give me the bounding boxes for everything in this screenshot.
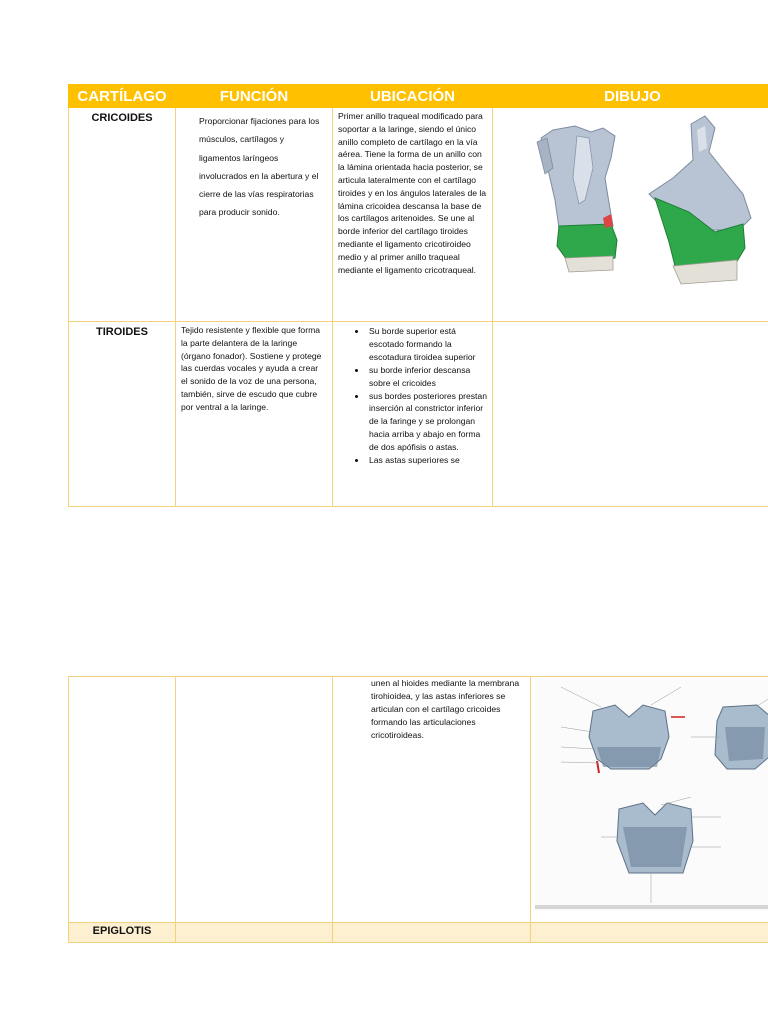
function-empty xyxy=(176,677,333,923)
cricoid-side-view xyxy=(649,116,751,284)
drawing-empty xyxy=(531,923,768,943)
cartilage-table xyxy=(68,84,768,507)
drawing-cell xyxy=(531,677,768,923)
table-row xyxy=(69,923,768,943)
header-cartilago: CARTÍLAGO xyxy=(69,85,176,108)
function-text: Proporcionar fijaciones para los músculos, cartílagos y ligamentos laríngeos involucrados en la abertura y el cierre de las vías respiratorias para producir sonido. xyxy=(176,108,333,322)
header-dibujo: DIBUJO xyxy=(493,85,768,108)
cartilage-name: TIROIDES xyxy=(69,322,176,507)
table-row xyxy=(69,108,768,322)
location-empty xyxy=(333,923,531,943)
list-item: • Su borde superior está escotado formando la escotadura tiroidea superior xyxy=(367,325,492,364)
list-item: • Las astas superiores se xyxy=(367,454,492,467)
function-empty xyxy=(176,923,333,943)
table-row xyxy=(69,322,768,507)
location-list xyxy=(333,325,492,467)
cartilage-name: EPIGLOTIS xyxy=(69,923,176,943)
cartilage-name-empty xyxy=(69,677,176,923)
drawing-cell-empty xyxy=(493,322,768,507)
table-header-row xyxy=(69,85,768,108)
list-item: • su borde inferior descansa sobre el cricoides xyxy=(367,364,492,390)
thyroid-illustration xyxy=(531,677,768,917)
header-ubicacion: UBICACIÓN xyxy=(333,85,493,108)
table-row xyxy=(69,677,768,923)
header-funcion: FUNCIÓN xyxy=(176,85,333,108)
location-cell xyxy=(333,322,493,507)
cartilage-name: CRICOIDES xyxy=(69,108,176,322)
cricoid-front-view xyxy=(537,126,617,272)
drawing-cell xyxy=(493,108,768,322)
cartilage-table-continued xyxy=(68,676,768,943)
thyroid-lateral-view xyxy=(715,705,768,769)
location-continued-text: unen al hioides mediante la membrana tirohioidea, y las astas inferiores se articulan con el cartílago cricoides formando las articulaciones cricotiroideas. xyxy=(333,677,531,923)
function-text: Tejido resistente y flexible que forma la parte delantera de la laringe (órgano fonador). Sostiene y protege las cuerdas vocales y ayuda a crear el sonido de la voz de una persona, también, sirve de escudo que cubre por ventral a la laringe. xyxy=(176,322,333,507)
location-text: Primer anillo traqueal modificado para soportar a la laringe, siendo el único anillo completo de cartílago en la vía aérea. Tiene la forma de un anillo con la lámina orientada hacia posterior, se articula lateralmente con el cartílago tiroides y en los ángulos laterales de la lámina cricoidea descansa la base de los cartílagos aritenoides. Se une al borde inferior del cartílago tiroides mediante el ligamento cricotiroideo medio y al primer anillo traqueal mediante el ligamento cricotraqueal. xyxy=(333,108,493,322)
cricoid-illustration xyxy=(493,108,768,316)
list-item: • sus bordes posteriores prestan inserción al constrictor inferior de la faringe y se prolongan hacia arriba y abajo en forma de dos apófisis o astas. xyxy=(367,390,492,455)
